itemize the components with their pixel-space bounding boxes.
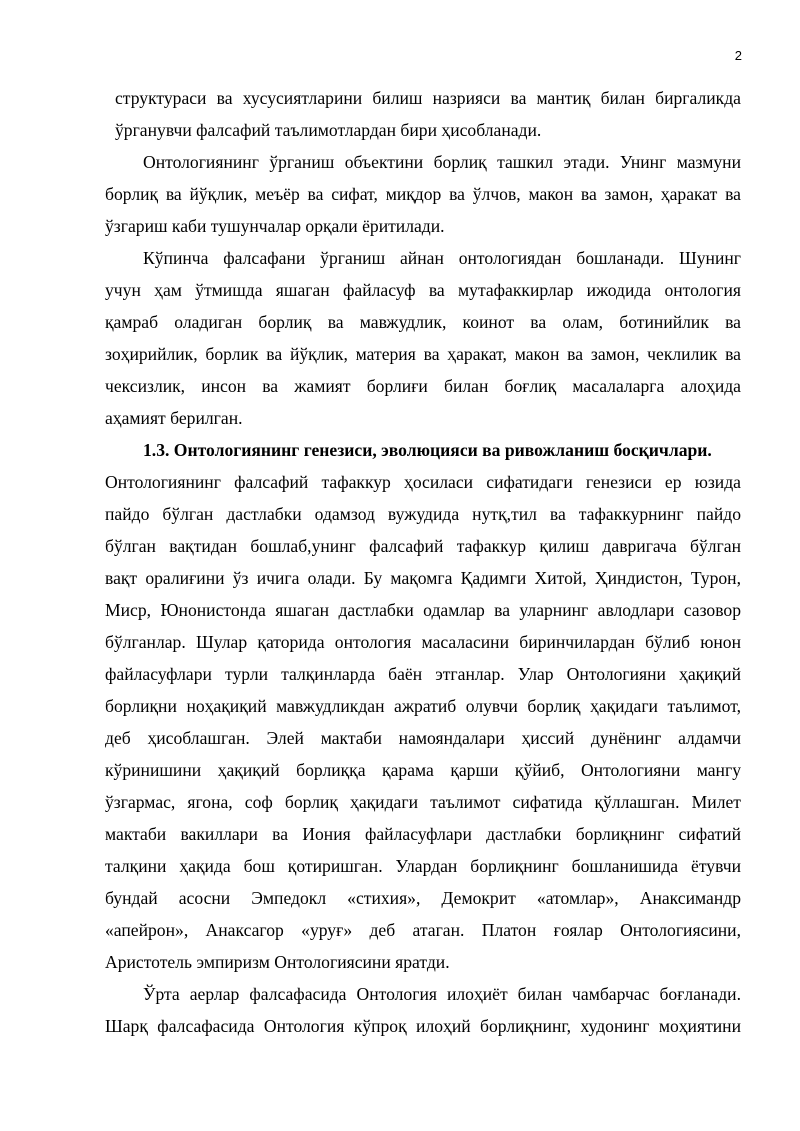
- text-line: ўзгариш каби тушунчалар орқали ёритилади.: [105, 216, 445, 236]
- text-line: пайдо бўлган дастлабки одамзод вужудида нутқ,тил ва тафаккурнинг пайдо: [105, 504, 741, 524]
- text-line: аҳамият берилган.: [105, 408, 243, 428]
- text-line: деб ҳисоблашган. Элей мактаби намояндалари ҳиссий дунёнинг алдамчи: [105, 728, 741, 748]
- paragraph: [105, 146, 741, 242]
- text-line: Кўпинча фалсафани ўрганиш айнан онтологиядан бошланади. Шунинг: [143, 248, 741, 268]
- text-line: Шарқ фалсафасида Онтология кўпроқ илоҳий борлиқнинг, худонинг моҳиятини: [105, 1016, 741, 1036]
- text-line: бўлган вақтидан бошлаб,унинг фалсафий тафаккур қилиш давригача бўлган: [105, 536, 741, 556]
- text-line: Аристотель эмпиризм Онтологиясини яратди.: [105, 952, 450, 972]
- text-line: зоҳирийлик, борлик ва йўқлик, материя ва ҳаракат, макон ва замон, чеклилик ва: [105, 344, 741, 364]
- text-line: вақт оралиғини ўз ичига олади. Бу мақомга Қадимги Хитой, Ҳиндистон, Турон,: [105, 568, 741, 588]
- document-body: [105, 82, 741, 1042]
- paragraph: [105, 978, 741, 1042]
- text-line: Онтологиянинг фалсафий тафаккур ҳосиласи сифатидаги генезиси ер юзида: [105, 472, 741, 492]
- text-line: борлиқ ва йўқлик, меъёр ва сифат, миқдор ва ўлчов, макон ва замон, ҳаракат ва: [105, 184, 741, 204]
- text-line: Онтологиянинг ўрганиш объектини борлиқ ташкил этади. Унинг мазмуни: [143, 152, 741, 172]
- paragraph: [105, 434, 741, 978]
- text-line: ўрганувчи фалсафий таълимотлардан бири ҳисобланади.: [115, 120, 542, 140]
- text-line: бўлганлар. Шулар қаторида онтология масаласини биринчилардан бўлиб юнон: [105, 632, 741, 652]
- text-line: ўзгармас, ягона, соф борлиқ ҳақидаги таълимот сифатида қўллашган. Милет: [105, 792, 741, 812]
- text-line: кўринишини ҳақиқий борлиққа қарама қарши қўйиб, Онтологияни мангу: [105, 760, 741, 780]
- text-line: чексизлик, инсон ва жамият борлиғи билан боғлиқ масалаларга алоҳида: [105, 376, 741, 396]
- text-line: структураси ва хусусиятларини билиш назрияси ва мантиқ билан биргаликда: [115, 88, 741, 108]
- section-heading: 1.3. Онтологиянинг генезиси, эволюцияси ва ривожланиш босқичлари.: [143, 440, 712, 460]
- text-line: бундай асосни Эмпедокл «стихия», Демокрит «атомлар», Анаксимандр: [105, 888, 741, 908]
- text-line: файласуфлари турли талқинларда баён этганлар. Улар Онтологияни ҳақиқий: [105, 664, 741, 684]
- text-line: талқини ҳақида бош қотиришган. Улардан борлиқнинг бошланишида ётувчи: [105, 856, 741, 876]
- text-line: «апейрон», Анаксагор «уруғ» деб атаган. Платон ғоялар Онтологиясини,: [105, 920, 741, 940]
- text-line: борлиқни ноҳақиқий мавжудликдан ажратиб олувчи борлиқ ҳақидаги таълимот,: [105, 696, 741, 716]
- text-line: қамраб оладиган борлиқ ва мавжудлик, коинот ва олам, ботинийлик ва: [105, 312, 741, 332]
- text-line: Миср, Юнонистонда яшаган дастлабки одамлар ва уларнинг авлодлари сазовор: [105, 600, 741, 620]
- paragraph: [105, 82, 741, 146]
- paragraph: [105, 242, 741, 434]
- text-line: мактаби вакиллари ва Иония файласуфлари дастлабки борлиқнинг сифатий: [105, 824, 741, 844]
- text-line: Ўрта аерлар фалсафасида Онтология илоҳиёт билан чамбарчас боғланади.: [143, 984, 741, 1004]
- text-line: учун ҳам ўтмишда яшаган файласуф ва мутафаккирлар ижодида онтология: [105, 280, 741, 300]
- page-number: 2: [734, 48, 742, 63]
